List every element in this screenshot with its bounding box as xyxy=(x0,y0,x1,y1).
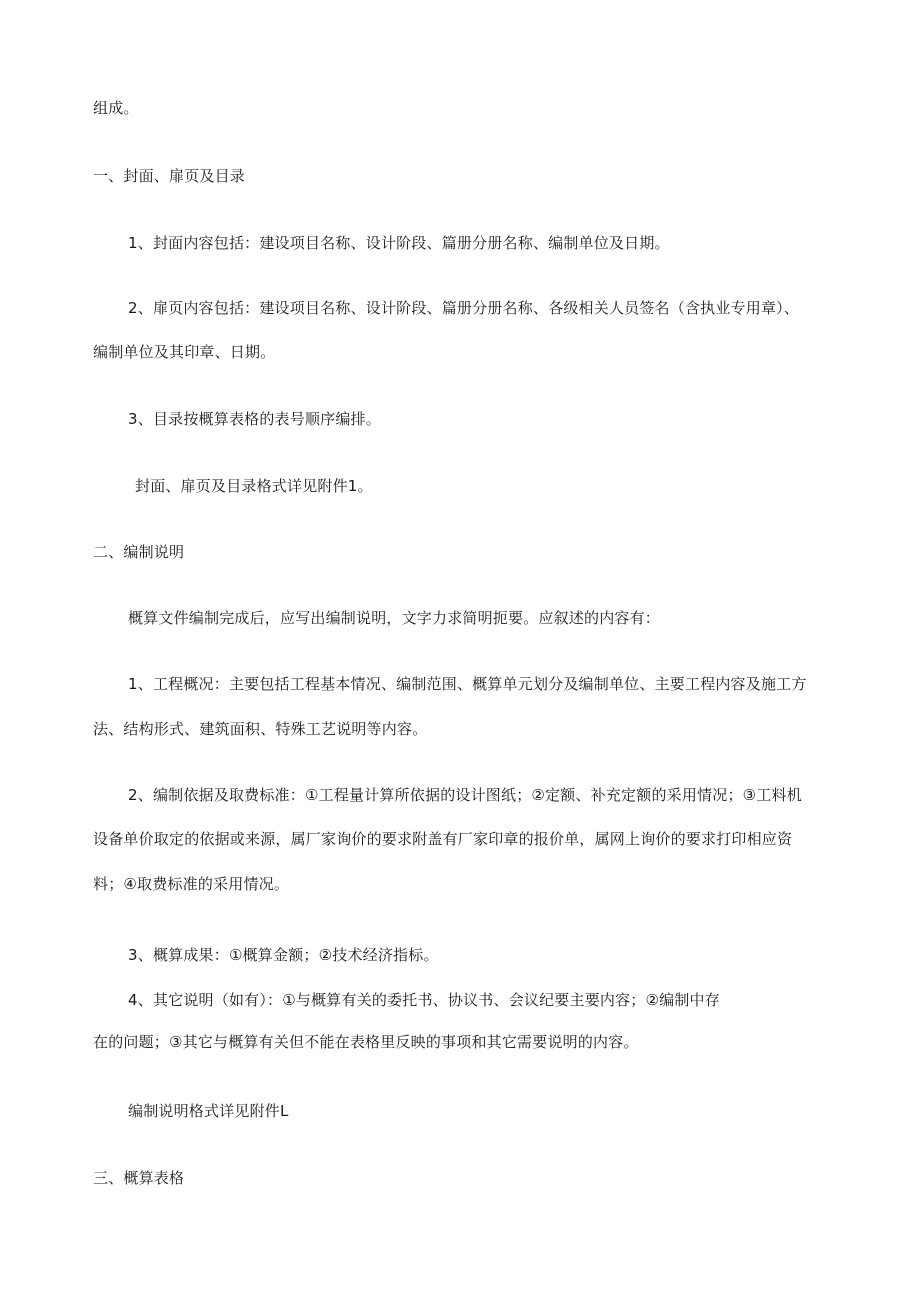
item-2-title-page: 2、扉页内容包括：建设项目名称、设计阶段、篇册分册名称、各级相关人员签名（含执业专用章）、 xyxy=(128,299,800,317)
description-intro: 概算文件编制完成后，应写出编制说明，文字力求简明扼要。应叙述的内容有： xyxy=(128,609,661,627)
item-4-other-cont: 在的问题；③其它与概算有关但不能在表格里反映的事项和其它需要说明的内容。 xyxy=(93,1033,639,1051)
item-1-cover: 1、封面内容包括：建设项目名称、设计阶段、篇册分册名称、编制单位及日期。 xyxy=(128,234,670,252)
item-1-overview-cont: 法、结构形式、建筑面积、特殊工艺说明等内容。 xyxy=(93,720,428,738)
item-2-basis-cont-2: 料；④取费标准的采用情况。 xyxy=(93,875,290,893)
item-2-basis: 2、编制依据及取费标准：①工程量计算所依据的设计图纸；②定额、补充定额的采用情况；③工料机 xyxy=(128,786,802,804)
item-3-toc: 3、目录按概算表格的表号顺序编排。 xyxy=(128,410,381,428)
section-heading-3: 三、概算表格 xyxy=(93,1169,185,1187)
item-1-overview: 1、工程概况：主要包括工程基本情况、编制范围、概算单元划分及编制单位、主要工程内容及施工方 xyxy=(128,675,807,693)
appendix-ref-1: 封面、扉页及目录格式详见附件1。 xyxy=(135,477,373,495)
text-line-continuation: 组成。 xyxy=(93,99,139,117)
item-2-title-page-cont: 编制单位及其印章、日期。 xyxy=(93,343,276,361)
section-heading-2: 二、编制说明 xyxy=(93,543,185,561)
section-heading-1: 一、封面、扉页及目录 xyxy=(93,167,246,185)
item-3-results: 3、概算成果：①概算金额；②技术经济指标。 xyxy=(128,946,439,964)
appendix-ref-2: 编制说明格式详见附件L xyxy=(128,1102,289,1120)
item-4-other: 4、其它说明（如有）：①与概算有关的委托书、协议书、会议纪要主要内容；②编制中存 xyxy=(128,991,720,1009)
item-2-basis-cont-1: 设备单价取定的依据或来源，属厂家询价的要求附盖有厂家印章的报价单，属网上询价的要求打印相应资 xyxy=(93,830,793,848)
